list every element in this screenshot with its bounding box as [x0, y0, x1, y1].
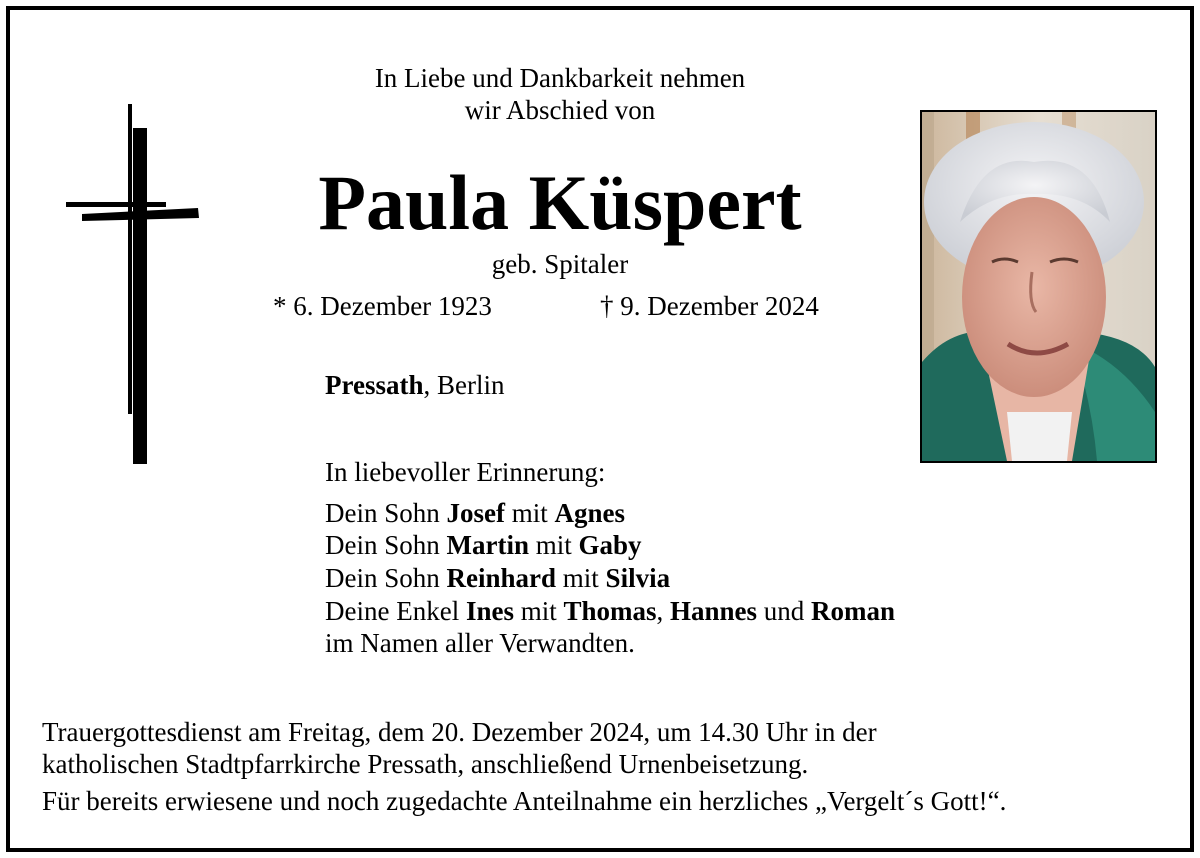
- joiner-text: mit: [556, 563, 606, 594]
- joiner-text: und: [757, 595, 812, 626]
- mourner-row: [325, 562, 895, 595]
- relation-text: Dein Sohn: [325, 497, 447, 528]
- joiner-text: mit: [504, 497, 555, 528]
- home-town: Pressath: [325, 370, 424, 400]
- service-line-1: Trauergottesdienst am Freitag, dem 20. Dezember 2024, um 14.30 Uhr in der: [42, 717, 877, 747]
- mourners-intro: In liebevoller Erinnerung:: [325, 457, 606, 487]
- partner-name: Thomas: [563, 595, 657, 626]
- relation-text: Dein Sohn: [325, 563, 447, 594]
- maiden-name: geb. Spitaler: [491, 249, 629, 279]
- intro-line-1: In Liebe und Dankbarkeit nehmen: [374, 63, 746, 93]
- mourner-name: Ines: [465, 595, 514, 626]
- birth-date: * 6. Dezember 1923: [273, 291, 492, 321]
- mourner-row: [325, 529, 895, 562]
- other-town: , Berlin: [423, 370, 505, 400]
- mourner-row: [325, 497, 895, 530]
- service-info: [42, 716, 1006, 817]
- mourner-name: Reinhard: [446, 563, 557, 594]
- mourner-name: Martin: [446, 530, 529, 561]
- joiner-text: mit: [513, 595, 564, 626]
- partner-name: Silvia: [605, 563, 671, 594]
- mourners-closing: im Namen aller Verwandten.: [325, 628, 635, 659]
- portrait-photo: [920, 110, 1157, 463]
- mourner-row: [325, 595, 895, 628]
- places-line: [325, 370, 505, 400]
- relation-text: Dein Sohn: [325, 530, 447, 561]
- partner-name: Roman: [811, 595, 896, 626]
- service-line-2: katholischen Stadtpfarrkirche Pressath, anschließend Urnenbeisetzung.: [42, 749, 809, 779]
- partner-name: Gaby: [578, 530, 642, 561]
- partner-name: Agnes: [554, 497, 626, 528]
- partner-name: Hannes: [670, 595, 758, 626]
- relation-text: Deine Enkel: [325, 595, 466, 626]
- death-date: † 9. Dezember 2024: [600, 291, 819, 321]
- thanks-line: Für bereits erwiesene und noch zugedachte Anteilnahme ein herzliches „Vergelt´s Gott!“.: [42, 786, 1007, 816]
- mourner-name: Josef: [446, 497, 505, 528]
- intro-line-2: wir Abschied von: [464, 95, 656, 125]
- joiner-text: ,: [656, 595, 671, 626]
- mourners-block: [325, 456, 895, 660]
- cross-icon: [60, 98, 210, 468]
- joiner-text: mit: [528, 530, 579, 561]
- deceased-name: Paula Küspert: [318, 159, 802, 246]
